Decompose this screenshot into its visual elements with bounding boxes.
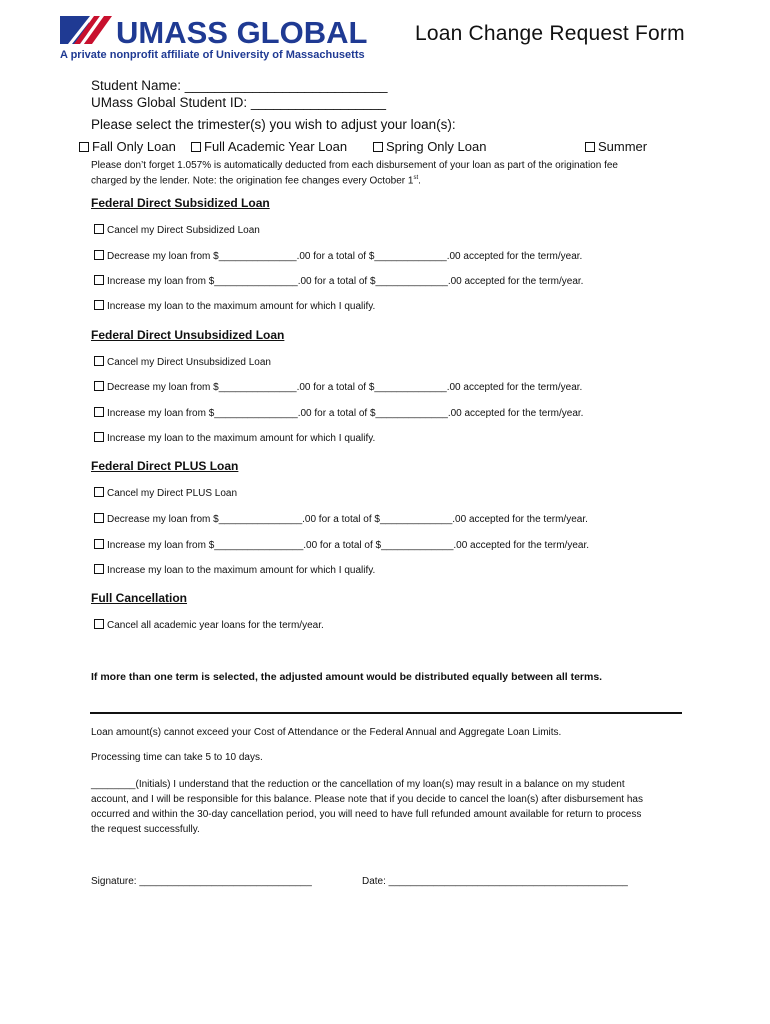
trimester-prompt: Please select the trimester(s) you wish to adjust your loan(s):	[91, 117, 456, 132]
logo-mark-icon	[60, 14, 372, 64]
heading-full-cancellation: Full Cancellation	[91, 591, 188, 605]
checkbox[interactable]	[94, 539, 104, 549]
checkbox[interactable]	[94, 224, 104, 234]
checkbox[interactable]	[94, 513, 104, 523]
processing-note: Processing time can take 5 to 10 days.	[91, 752, 263, 763]
checkbox[interactable]	[94, 487, 104, 497]
option-spring-only[interactable]	[373, 139, 486, 154]
checkbox[interactable]	[94, 356, 104, 366]
heading-subsidized: Federal Direct Subsidized Loan	[91, 196, 270, 210]
svg-text:A private nonprofit affiliate: A private nonprofit affiliate of University of Massachusetts	[60, 49, 365, 61]
checkbox[interactable]	[79, 142, 89, 152]
option-fall-only[interactable]	[79, 139, 176, 154]
umass-global-logo	[60, 14, 372, 64]
fee-note-line1: Please don’t forget 1.057% is automatically deducted from each disbursement of your loan as part of the origination fee	[91, 160, 618, 171]
option-label: Summer	[598, 139, 648, 154]
checkbox[interactable]	[585, 142, 595, 152]
row-decrease-plus[interactable]: Decrease my loan from $_______________.00 for a total of $_____________.00 accepted for the term/year.	[94, 513, 588, 525]
row-max-plus[interactable]: Increase my loan to the maximum amount for which I qualify.	[94, 564, 375, 576]
checkbox[interactable]	[94, 432, 104, 442]
option-label: Fall Only Loan	[92, 139, 176, 154]
svg-text:UMASS GLOBAL: UMASS GLOBAL	[116, 15, 368, 50]
checkbox[interactable]	[94, 250, 104, 260]
paragraph-line: the request successfully.	[91, 824, 200, 835]
option-full-academic-year[interactable]	[191, 139, 347, 154]
row-max-unsubsidized[interactable]: Increase my loan to the maximum amount for which I qualify.	[94, 432, 375, 444]
row-decrease-subsidized[interactable]: Decrease my loan from $______________.00 for a total of $_____________.00 accepted for the term/year.	[94, 250, 582, 262]
heading-unsubsidized: Federal Direct Unsubsidized Loan	[91, 328, 285, 342]
date-field[interactable]: Date: ___________________________________________	[362, 876, 628, 887]
row-max-subsidized[interactable]: Increase my loan to the maximum amount for which I qualify.	[94, 300, 375, 312]
checkbox[interactable]	[94, 407, 104, 417]
row-decrease-unsubsidized[interactable]: Decrease my loan from $______________.00 for a total of $_____________.00 accepted for the term/year.	[94, 381, 582, 393]
paragraph-line: ________(Initials) I understand that the reduction or the cancellation of my loan(s) may result in a balance on my student	[91, 779, 625, 790]
heading-plus: Federal Direct PLUS Loan	[91, 459, 239, 473]
initials-acknowledgement[interactable]	[91, 777, 691, 837]
option-label: Full Academic Year Loan	[204, 139, 348, 154]
checkbox[interactable]	[94, 564, 104, 574]
paragraph-line: account, and I will be responsible for this balance. Please note that if you decide to cancel the loan(s) after disbursement has	[91, 794, 643, 805]
row-increase-unsubsidized[interactable]: Increase my loan from $_______________.00 for a total of $_____________.00 accepted for the term/year.	[94, 407, 583, 419]
checkbox[interactable]	[94, 275, 104, 285]
checkbox[interactable]	[94, 619, 104, 629]
option-label: Spring Only Loan	[386, 139, 487, 154]
checkbox[interactable]	[94, 300, 104, 310]
paragraph-line: occurred and within the 30-day cancellation period, you will need to have full refunded amount available for return to process	[91, 809, 642, 820]
row-cancel-unsubsidized[interactable]: Cancel my Direct Unsubsidized Loan	[94, 356, 271, 368]
row-cancel-all[interactable]: Cancel all academic year loans for the term/year.	[94, 619, 324, 631]
limits-note: Loan amount(s) cannot exceed your Cost of Attendance or the Federal Annual and Aggregate Loan Limits.	[91, 727, 562, 738]
checkbox[interactable]	[191, 142, 201, 152]
signature-field[interactable]: Signature: _______________________________	[91, 876, 312, 887]
row-increase-subsidized[interactable]: Increase my loan from $_______________.00 for a total of $_____________.00 accepted for the term/year.	[94, 275, 583, 287]
student-id-field[interactable]: UMass Global Student ID: __________________	[91, 95, 386, 110]
checkbox[interactable]	[94, 381, 104, 391]
checkbox[interactable]	[373, 142, 383, 152]
row-cancel-plus[interactable]: Cancel my Direct PLUS Loan	[94, 487, 237, 499]
row-cancel-subsidized[interactable]: Cancel my Direct Subsidized Loan	[94, 224, 260, 236]
fee-note-line2: charged by the lender. Note: the origination fee changes every October 1st.	[91, 175, 421, 187]
divider	[90, 712, 682, 714]
page-title: Loan Change Request Form	[415, 22, 685, 45]
distribution-note: If more than one term is selected, the adjusted amount would be distributed equally between all terms.	[91, 671, 603, 683]
student-name-field[interactable]: Student Name: ___________________________	[91, 78, 388, 93]
option-summer[interactable]	[585, 139, 647, 154]
row-increase-plus[interactable]: Increase my loan from $________________.00 for a total of $_____________.00 accepted for the term/year.	[94, 539, 589, 551]
